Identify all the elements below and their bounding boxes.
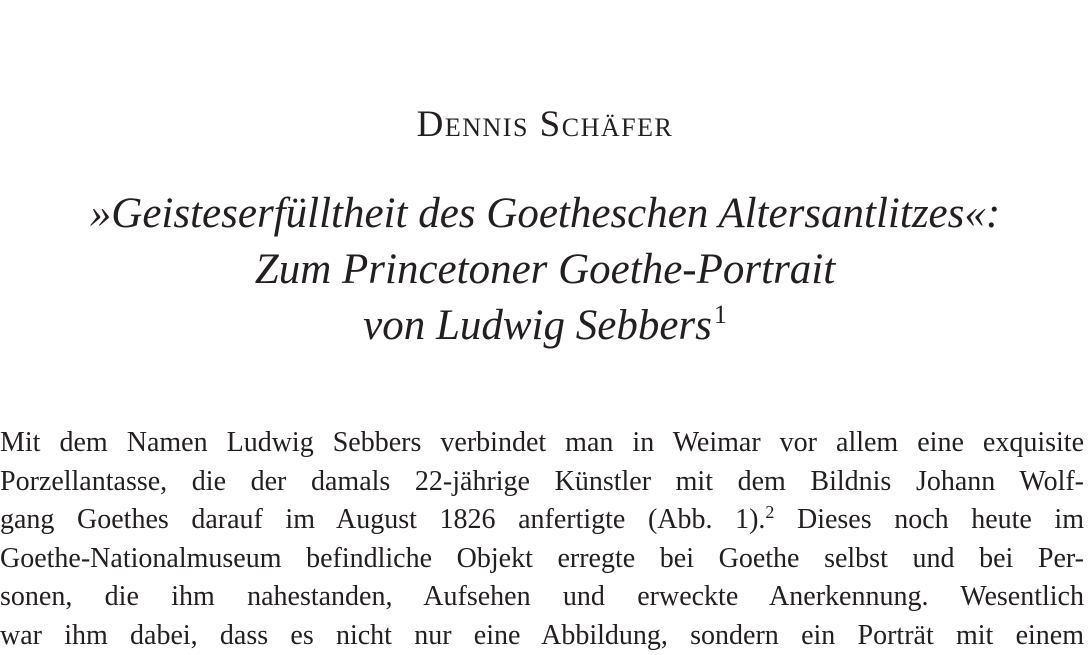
title-line-3 (0, 298, 1090, 354)
footnote-marker-2[interactable]: 2 (765, 502, 775, 522)
title-line-3-text: von Ludwig Sebbers (363, 302, 712, 349)
body-line-3 (0, 501, 1084, 540)
body-line-6: war ihm dabei, dass es nicht nur eine Abbildung, sondern ein Porträt mit einem (0, 619, 1084, 651)
body-line-5: sonen, die ihm nahestanden, Aufsehen und erweckte Anerkennung. Wesentlich (0, 581, 1084, 612)
body-line-1: Mit dem Namen Ludwig Sebbers verbindet man in Weimar vor allem eine exquisite (0, 427, 1084, 458)
body-line-2: Porzellantasse, die der damals 22-jährige Künstler mit dem Bildnis Johann Wolf- (0, 465, 1084, 497)
title-line-1: »Geisteserfülltheit des Goetheschen Altersantlitzes«: (89, 190, 1001, 237)
article-title (0, 186, 1090, 354)
body-line-3-end: Dieses noch heute im (774, 504, 1084, 535)
body-line-3-start: gang Goethes darauf im August 1826 anfertigte (Abb. 1). (0, 504, 766, 535)
body-paragraph (0, 424, 1084, 651)
body-line-4: Goethe-Nationalmuseum befindliche Objekt erregte bei Goethe selbst und bei Per- (0, 542, 1084, 574)
title-line-2: Zum Princetoner Goethe-Portrait (254, 246, 836, 293)
footnote-marker-1[interactable]: 1 (713, 300, 727, 329)
author-name: Dennis Schäfer (416, 104, 674, 145)
